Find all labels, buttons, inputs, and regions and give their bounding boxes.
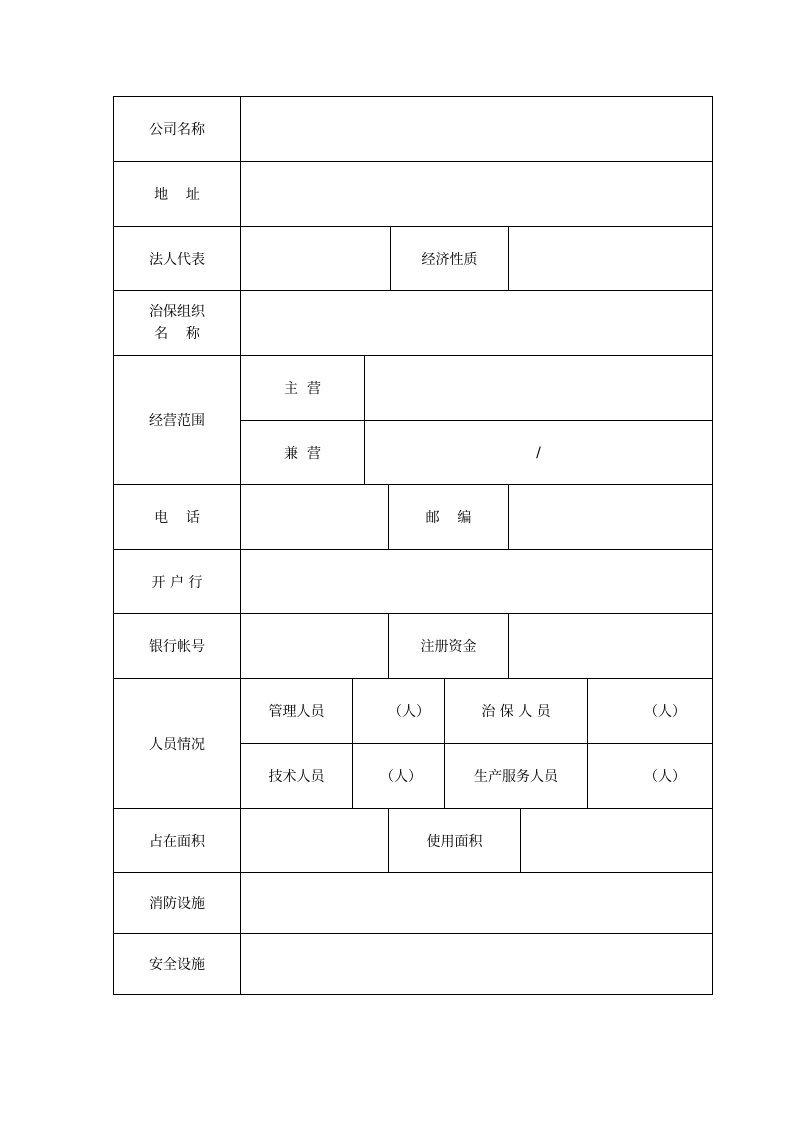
legal-rep-field[interactable] <box>241 227 390 290</box>
side-business-value: / <box>536 444 541 461</box>
security-org-field[interactable] <box>241 291 712 355</box>
address-label: 地 址 <box>154 187 200 203</box>
usage-area-label: 使用面积 <box>426 833 483 850</box>
occupied-area-label: 占在面积 <box>149 833 205 850</box>
managers-label: 管理人员 <box>268 704 325 720</box>
business-scope-label: 经营范围 <box>149 413 205 429</box>
postcode-label: 邮 编 <box>425 510 472 526</box>
phone-field[interactable] <box>241 485 388 549</box>
bank-account-label: 银行帐号 <box>149 639 205 655</box>
registered-capital-field[interactable] <box>509 614 712 678</box>
phone-label: 电 话 <box>154 510 200 526</box>
technicians-label: 技术人员 <box>268 769 325 785</box>
personnel-label: 人员情况 <box>149 736 205 753</box>
security-org-label <box>114 291 240 355</box>
security-org-label-line1: 治保组织 <box>149 304 205 320</box>
security-staff-count-field[interactable]: （人） <box>644 704 686 720</box>
fire-facilities-field[interactable] <box>241 873 712 933</box>
company-name-label: 公司名称 <box>149 122 205 138</box>
security-staff-label: 治 保 人 员 <box>481 704 551 720</box>
production-staff-label: 生产服务人员 <box>474 769 558 785</box>
side-business-field[interactable] <box>365 421 712 484</box>
bank-account-field[interactable] <box>241 614 388 678</box>
company-name-field[interactable] <box>241 97 712 161</box>
bank-field[interactable] <box>241 550 712 613</box>
legal-rep-label: 法人代表 <box>149 251 205 268</box>
side-business-label: 兼 营 <box>284 445 321 462</box>
fire-facilities-label: 消防设施 <box>149 896 205 912</box>
production-staff-count-field[interactable]: （人） <box>644 769 686 785</box>
main-business-field[interactable] <box>365 356 712 420</box>
usage-area-field[interactable] <box>521 809 712 872</box>
safety-facilities-label: 安全设施 <box>149 957 205 973</box>
economic-nature-label: 经济性质 <box>421 251 478 268</box>
postcode-field[interactable] <box>509 485 712 549</box>
registered-capital-label: 注册资金 <box>420 639 477 655</box>
occupied-area-field[interactable] <box>241 809 388 872</box>
main-business-label: 主 营 <box>284 381 321 397</box>
technicians-count-field[interactable]: （人） <box>380 769 422 785</box>
managers-count-field[interactable]: （人） <box>388 704 430 720</box>
address-field[interactable] <box>241 162 712 226</box>
safety-facilities-field[interactable] <box>241 934 712 994</box>
security-org-label-line2: 名 称 <box>154 326 200 342</box>
economic-nature-field[interactable] <box>509 227 712 290</box>
bank-label: 开 户 行 <box>151 574 203 591</box>
